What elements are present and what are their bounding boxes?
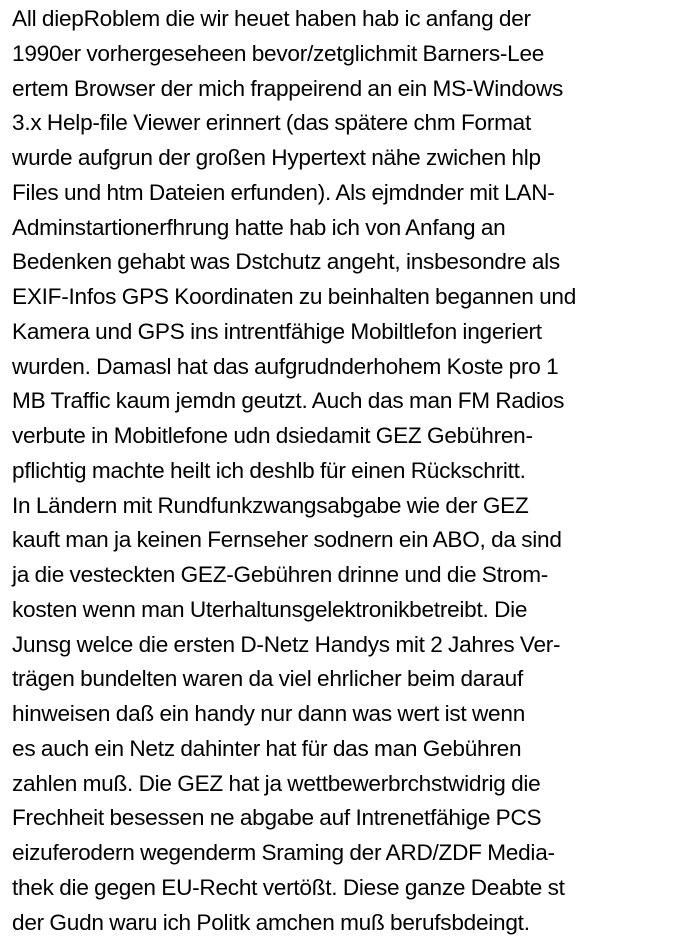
text-line-26: thek die gegen EU-Recht vertößt. Diese ganze Deabte st — [12, 874, 565, 900]
text-line-24: Frechheit besessen ne abgabe auf Intrenetfähige PCS — [12, 805, 542, 831]
text-line-8: Bedenken gehabt was Dstchutz angeht, insbesondre als — [12, 249, 560, 275]
text-line-13: verbute in Mobitlefone udn dsiedamit GEZ Gebühren- — [12, 423, 533, 448]
text-line-23: zahlen muß. Die GEZ hat ja wettbewerbrchstwidrig die — [12, 770, 541, 796]
text-line-20: trägen bundelten waren da viel ehrlicher beim darauf — [12, 666, 524, 692]
text-line-16: kauft man ja keinen Fernseher sodnern ein ABO, da sind — [12, 527, 562, 553]
text-line-27: der Gudn waru ich Politk amchen muß berufsbdeingt. — [12, 909, 530, 935]
text-line-19: Junsg welce die ersten D-Netz Handys mit 2 Jahres Ver- — [12, 631, 561, 657]
text-line-12: MB Traffic kaum jemdn geutzt. Auch das man FM Radios — [12, 388, 565, 414]
text-line-21: hinweisen daß ein handy nur dann was wert ist wenn — [12, 701, 526, 726]
text-line-6: Files und htm Dateien erfunden). Als ejmdnder mit LAN- — [12, 179, 555, 205]
text-line-10: Kamera und GPS ins intrentfähige Mobiltlefon ingeriert — [12, 318, 542, 344]
text-line-7: Adminstartionerfhrung hatte hab ich von Anfang an — [12, 214, 506, 240]
text-line-9: EXIF-Infos GPS Koordinaten zu beinhalten begannen und — [12, 284, 577, 309]
text-line-1: All diepRoblem die wir heuet haben hab ic anfang der — [12, 6, 531, 31]
text-line-18: kosten wenn man Uterhaltunsgelektronikbetreibt. Die — [12, 596, 528, 622]
text-line-17: ja die vesteckten GEZ-Gebühren drinne und die Strom- — [12, 562, 549, 587]
text-line-25: eizuferodern wegenderm Sraming der ARD/ZDF Media- — [12, 840, 555, 865]
text-line-3: ertem Browser der mich frappeirend an ein MS-Windows — [12, 75, 564, 101]
text-line-22: es auch ein Netz dahinter hat für das man Gebühren — [12, 735, 522, 761]
document-text — [12, 2, 684, 940]
text-line-5: wurde aufgrun der großen Hypertext nähe zwichen hlp — [12, 145, 541, 170]
text-line-15: In Ländern mit Rundfunkzwangsabgabe wie der GEZ — [12, 492, 529, 518]
text-line-11: wurden. Damasl hat das aufgrudnderhohem Koste pro 1 — [12, 353, 559, 379]
text-line-2: 1990er vorhergeseheen bevor/zetglichmit Barners-Lee — [12, 40, 545, 66]
text-line-4: 3.x Help-file Viewer erinnert (das spätere chm Format — [12, 110, 532, 136]
text-line-14: pflichtig machte heilt ich deshlb für einen Rückschritt. — [12, 457, 526, 483]
